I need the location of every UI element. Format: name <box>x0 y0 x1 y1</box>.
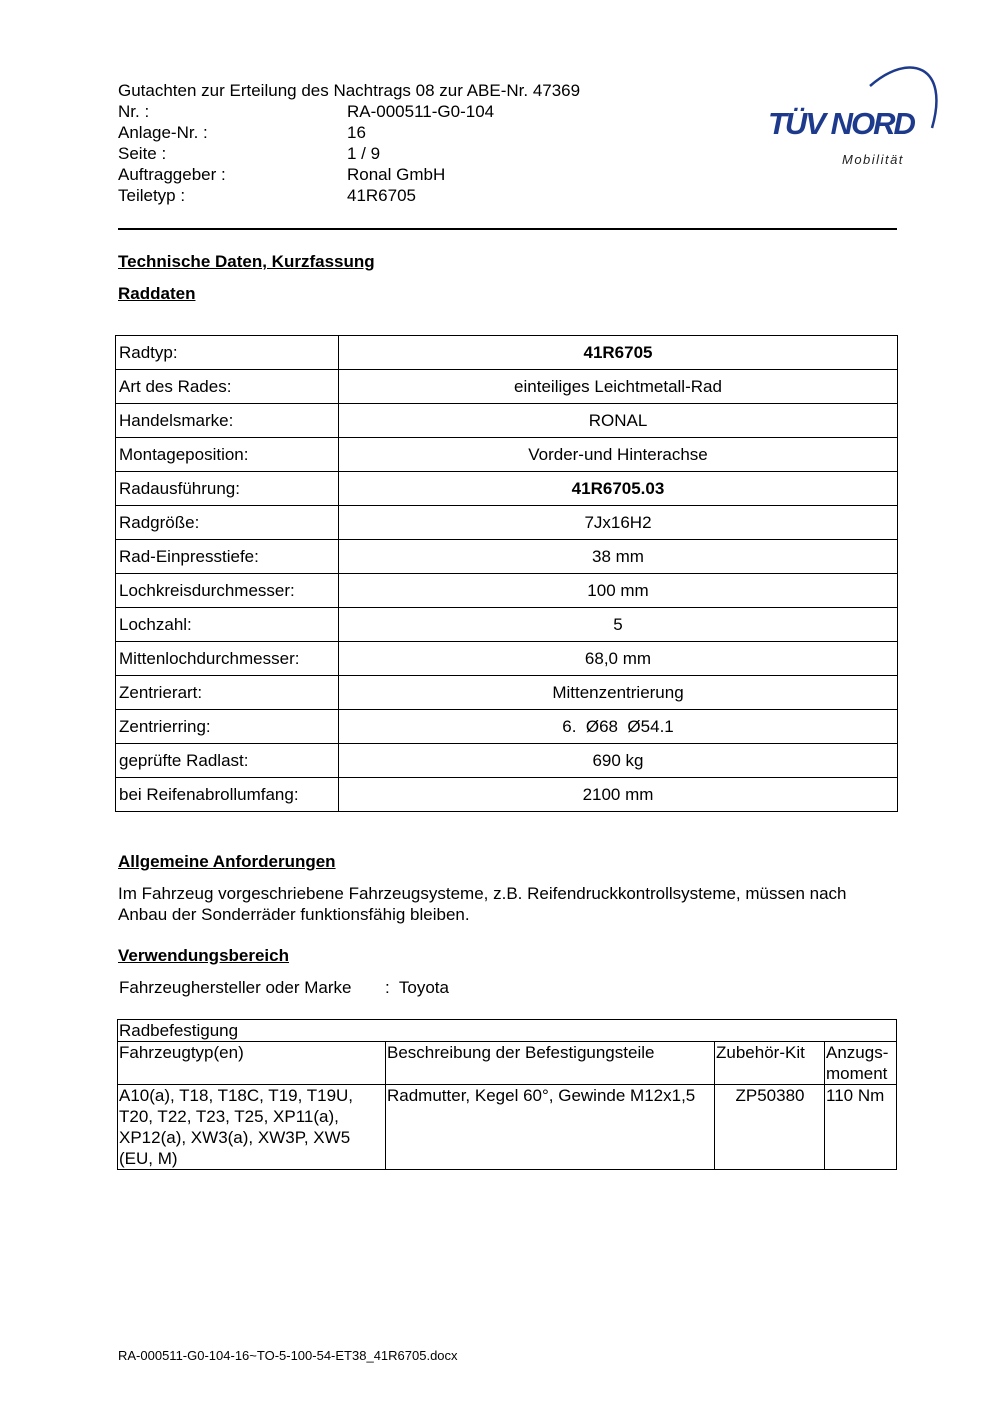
column-header: Beschreibung der Befestigungsteile <box>386 1042 715 1085</box>
maker-value: : Toyota <box>385 978 449 997</box>
wheel-data-table <box>115 335 898 812</box>
column-header: Anzugs-moment <box>825 1042 897 1085</box>
row-label: Radausführung: <box>116 472 339 506</box>
row-label: Zentrierring: <box>116 710 339 744</box>
table-row <box>116 710 898 744</box>
logo-wordmark: TÜV NORD <box>768 106 914 141</box>
kit-cell: ZP50380 <box>715 1085 825 1170</box>
table-row <box>116 744 898 778</box>
header-label: Seite : <box>118 144 167 163</box>
header-row-nr <box>118 101 580 122</box>
table-row <box>118 1085 897 1170</box>
befestigung-title: Radbefestigung <box>118 1020 897 1042</box>
column-header: Zubehör-Kit <box>715 1042 825 1085</box>
row-value: 690 kg <box>339 744 898 778</box>
allgemein-text: Im Fahrzeug vorgeschriebene Fahrzeugsysteme, z.B. Reifendruckkontrollsysteme, müssen nach Anbau der Sonderräder funktionsfähig bleiben. <box>118 884 847 924</box>
row-label: Rad-Einpresstiefe: <box>116 540 339 574</box>
row-value: 5 <box>339 608 898 642</box>
table-header-row <box>118 1042 897 1085</box>
befestigung-table <box>117 1019 897 1170</box>
torque-cell: 110 Nm <box>825 1085 897 1170</box>
header-row-auftraggeber <box>118 164 580 185</box>
row-label: bei Reifenabrollumfang: <box>116 778 339 812</box>
table-row <box>116 608 898 642</box>
row-label: geprüfte Radlast: <box>116 744 339 778</box>
table-row <box>116 438 898 472</box>
row-value: 6. Ø68 Ø54.1 <box>339 710 898 744</box>
row-value: Mittenzentrierung <box>339 676 898 710</box>
types-cell: A10(a), T18, T18C, T19, T19U, T20, T22, T23, T25, XP11(a), XP12(a), XW3(a), XW3P, XW5 (EU, M) <box>118 1085 386 1170</box>
table-row <box>116 642 898 676</box>
header-label: Auftraggeber : <box>118 165 226 184</box>
footer-filename: RA-000511-G0-104-16~TO-5-100-54-ET38_41R6705.docx <box>118 1348 458 1363</box>
row-value: 2100 mm <box>339 778 898 812</box>
maker-label: Fahrzeughersteller oder Marke <box>119 978 352 997</box>
table-row <box>116 472 898 506</box>
row-label: Lochkreisdurchmesser: <box>116 574 339 608</box>
header-label: Nr. : <box>118 102 150 121</box>
row-label: Lochzahl: <box>116 608 339 642</box>
row-label: Zentrierart: <box>116 676 339 710</box>
row-label: Radgröße: <box>116 506 339 540</box>
raddaten-title: Raddaten <box>118 284 196 303</box>
table-row <box>116 778 898 812</box>
maker-line <box>119 978 449 998</box>
row-value: 68,0 mm <box>339 642 898 676</box>
header-label: Anlage-Nr. : <box>118 123 208 142</box>
table-row <box>116 676 898 710</box>
table-row <box>116 540 898 574</box>
verwendung-title: Verwendungsbereich <box>118 946 289 965</box>
logo-subtitle: Mobilität <box>842 152 904 167</box>
table-row <box>116 506 898 540</box>
row-value: 41R6705 <box>339 336 898 370</box>
description-cell: Radmutter, Kegel 60°, Gewinde M12x1,5 <box>386 1085 715 1170</box>
document-header <box>118 80 580 206</box>
table-row <box>116 574 898 608</box>
row-label: Mittenlochdurchmesser: <box>116 642 339 676</box>
row-label: Art des Rades: <box>116 370 339 404</box>
row-value: 41R6705.03 <box>339 472 898 506</box>
row-value: 7Jx16H2 <box>339 506 898 540</box>
table-row <box>116 336 898 370</box>
tuev-nord-logo <box>760 56 950 176</box>
section-title: Technische Daten, Kurzfassung <box>118 252 375 271</box>
allgemein-title: Allgemeine Anforderungen <box>118 852 336 871</box>
header-label: Teiletyp : <box>118 186 186 205</box>
header-title: Gutachten zur Erteilung des Nachtrags 08 zur ABE-Nr. 47369 <box>118 81 581 100</box>
table-row <box>116 404 898 438</box>
row-value: einteiliges Leichtmetall-Rad <box>339 370 898 404</box>
row-value: Vorder-und Hinterachse <box>339 438 898 472</box>
row-label: Montageposition: <box>116 438 339 472</box>
header-row-anlage <box>118 122 580 143</box>
header-divider <box>118 228 897 230</box>
header-row-teiletyp <box>118 185 580 206</box>
header-value: Ronal GmbH <box>347 165 446 184</box>
row-label: Radtyp: <box>116 336 339 370</box>
row-value: 38 mm <box>339 540 898 574</box>
header-value: 41R6705 <box>347 186 417 205</box>
header-value: 1 / 9 <box>347 144 381 163</box>
column-header: Fahrzeugtyp(en) <box>118 1042 386 1085</box>
header-value: 16 <box>347 123 366 142</box>
table-row <box>118 1020 897 1042</box>
header-value: RA-000511-G0-104 <box>347 102 495 121</box>
table-row <box>116 370 898 404</box>
row-label: Handelsmarke: <box>116 404 339 438</box>
header-row-seite <box>118 143 580 164</box>
row-value: RONAL <box>339 404 898 438</box>
row-value: 100 mm <box>339 574 898 608</box>
